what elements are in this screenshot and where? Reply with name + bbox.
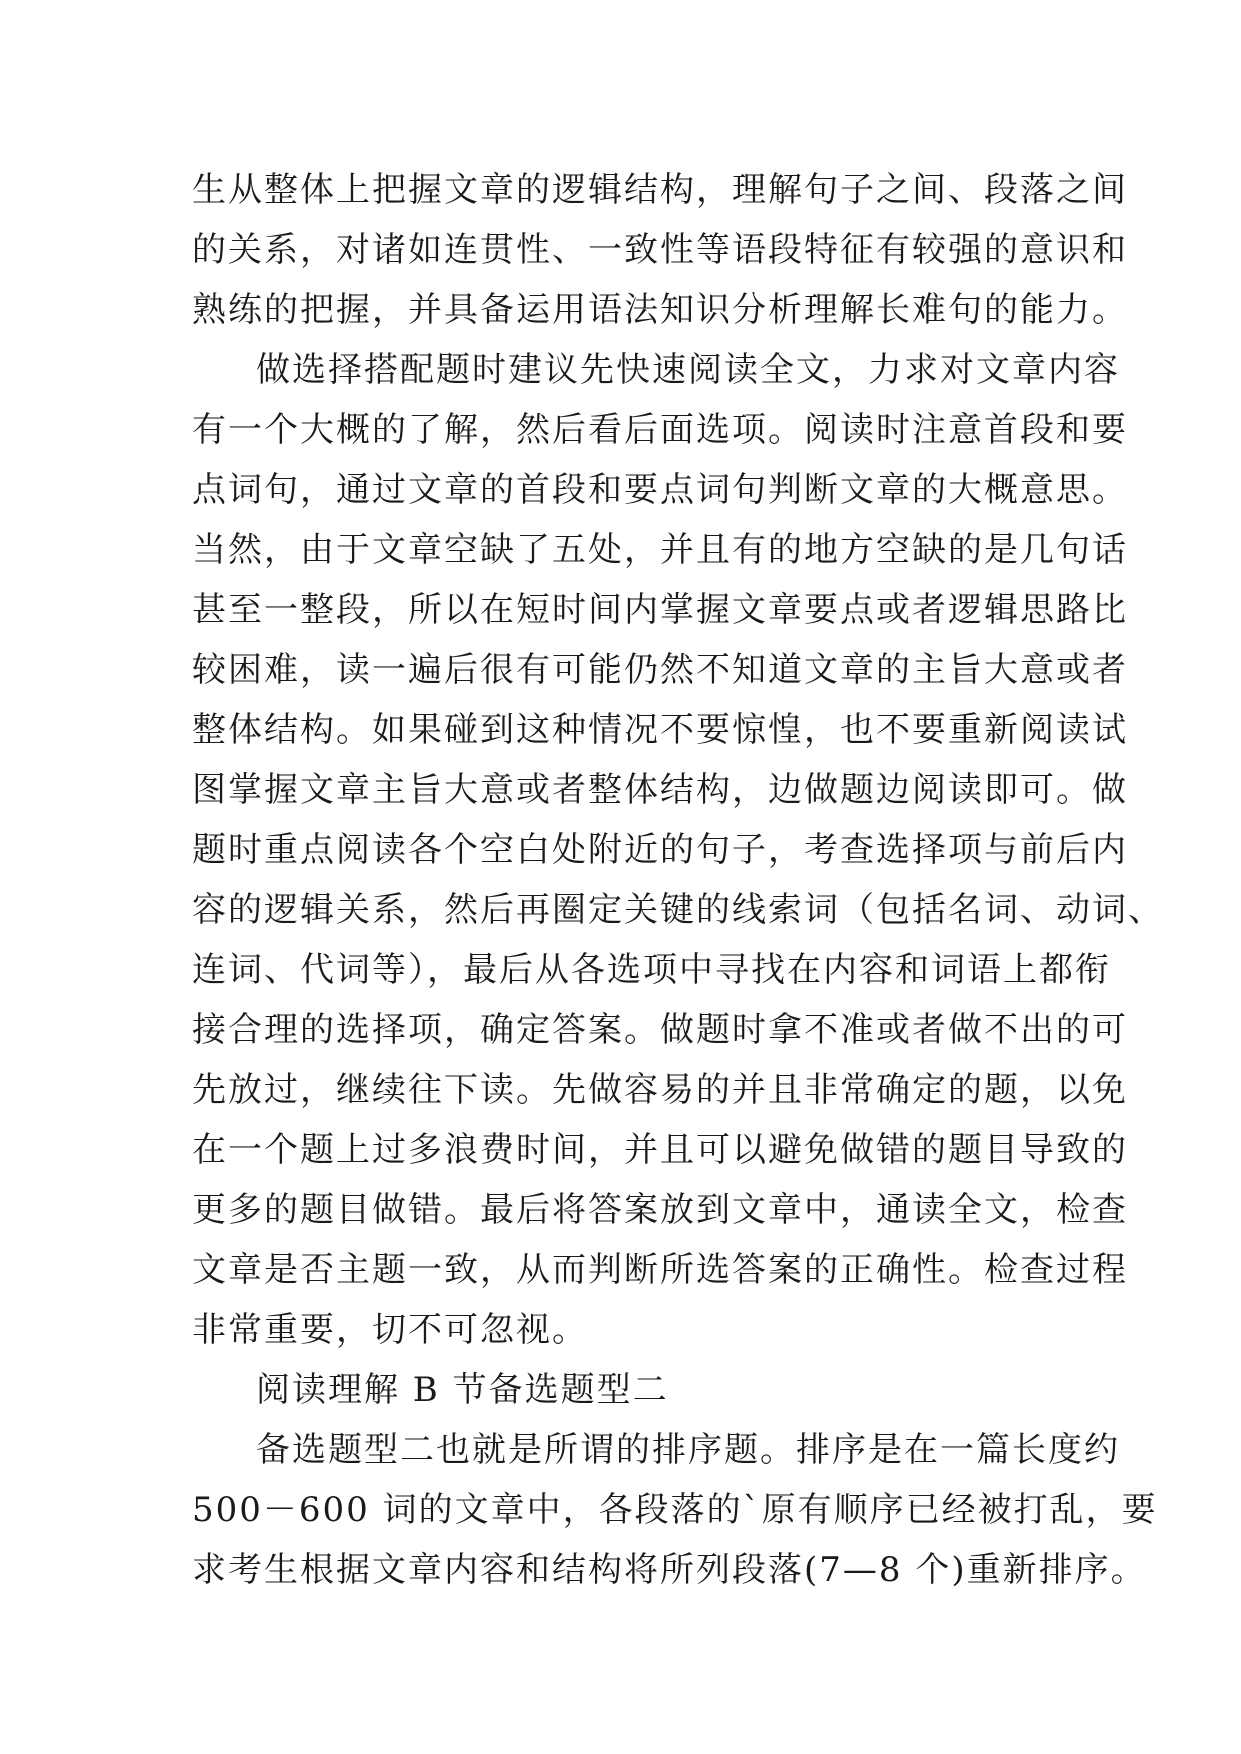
text-line: 整体结构。如果碰到这种情况不要惊惶，也不要重新阅读试 (192, 710, 1128, 750)
text-line: 甚至一整段，所以在短时间内掌握文章要点或者逻辑思路比 (192, 590, 1128, 630)
text-line: 先放过，继续往下读。先做容易的并且非常确定的题，以免 (192, 1070, 1128, 1110)
text-line: 熟练的把握，并具备运用语法知识分析理解长难句的能力。 (192, 290, 1128, 330)
section-heading: 阅读理解 B 节备选题型二 (256, 1370, 669, 1410)
text-line: 当然，由于文章空缺了五处，并且有的地方空缺的是几句话 (192, 530, 1128, 570)
paragraph-start-line: 备选题型二也就是所谓的排序题。排序是在一篇长度约 (256, 1430, 1120, 1470)
text-line: 连词、代词等），最后从各选项中寻找在内容和词语上都衔 (192, 950, 1111, 990)
text-line: 在一个题上过多浪费时间，并且可以避免做错的题目导致的 (192, 1130, 1128, 1170)
text-line: 500－600 词的文章中，各段落的`原有顺序已经被打乱，要 (192, 1490, 1158, 1530)
text-line: 题时重点阅读各个空白处附近的句子，考查选择项与前后内 (192, 830, 1128, 870)
text-line: 图掌握文章主旨大意或者整体结构，边做题边阅读即可。做 (192, 770, 1128, 810)
body-text (192, 160, 1164, 1600)
text-line: 求考生根据文章内容和结构将所列段落(7—8 个)重新排序。 (192, 1550, 1147, 1590)
text-line: 生从整体上把握文章的逻辑结构，理解句子之间、段落之间 (192, 170, 1128, 210)
text-line: 文章是否主题一致，从而判断所选答案的正确性。检查过程 (192, 1250, 1128, 1290)
text-line: 有一个大概的了解，然后看后面选项。阅读时注意首段和要 (192, 410, 1128, 450)
text-line: 点词句，通过文章的首段和要点词句判断文章的大概意思。 (192, 470, 1128, 510)
text-line: 容的逻辑关系，然后再圈定关键的线索词（包括名词、动词、 (192, 890, 1164, 930)
text-line: 更多的题目做错。最后将答案放到文章中，通读全文，检查 (192, 1190, 1128, 1230)
paragraph-start-line: 做选择搭配题时建议先快速阅读全文，力求对文章内容 (256, 350, 1120, 390)
text-line: 非常重要，切不可忽视。 (192, 1310, 588, 1350)
text-line: 接合理的选择项，确定答案。做题时拿不准或者做不出的可 (192, 1010, 1128, 1050)
text-line: 的关系，对诸如连贯性、一致性等语段特征有较强的意识和 (192, 230, 1128, 270)
text-line: 较困难，读一遍后很有可能仍然不知道文章的主旨大意或者 (192, 650, 1128, 690)
